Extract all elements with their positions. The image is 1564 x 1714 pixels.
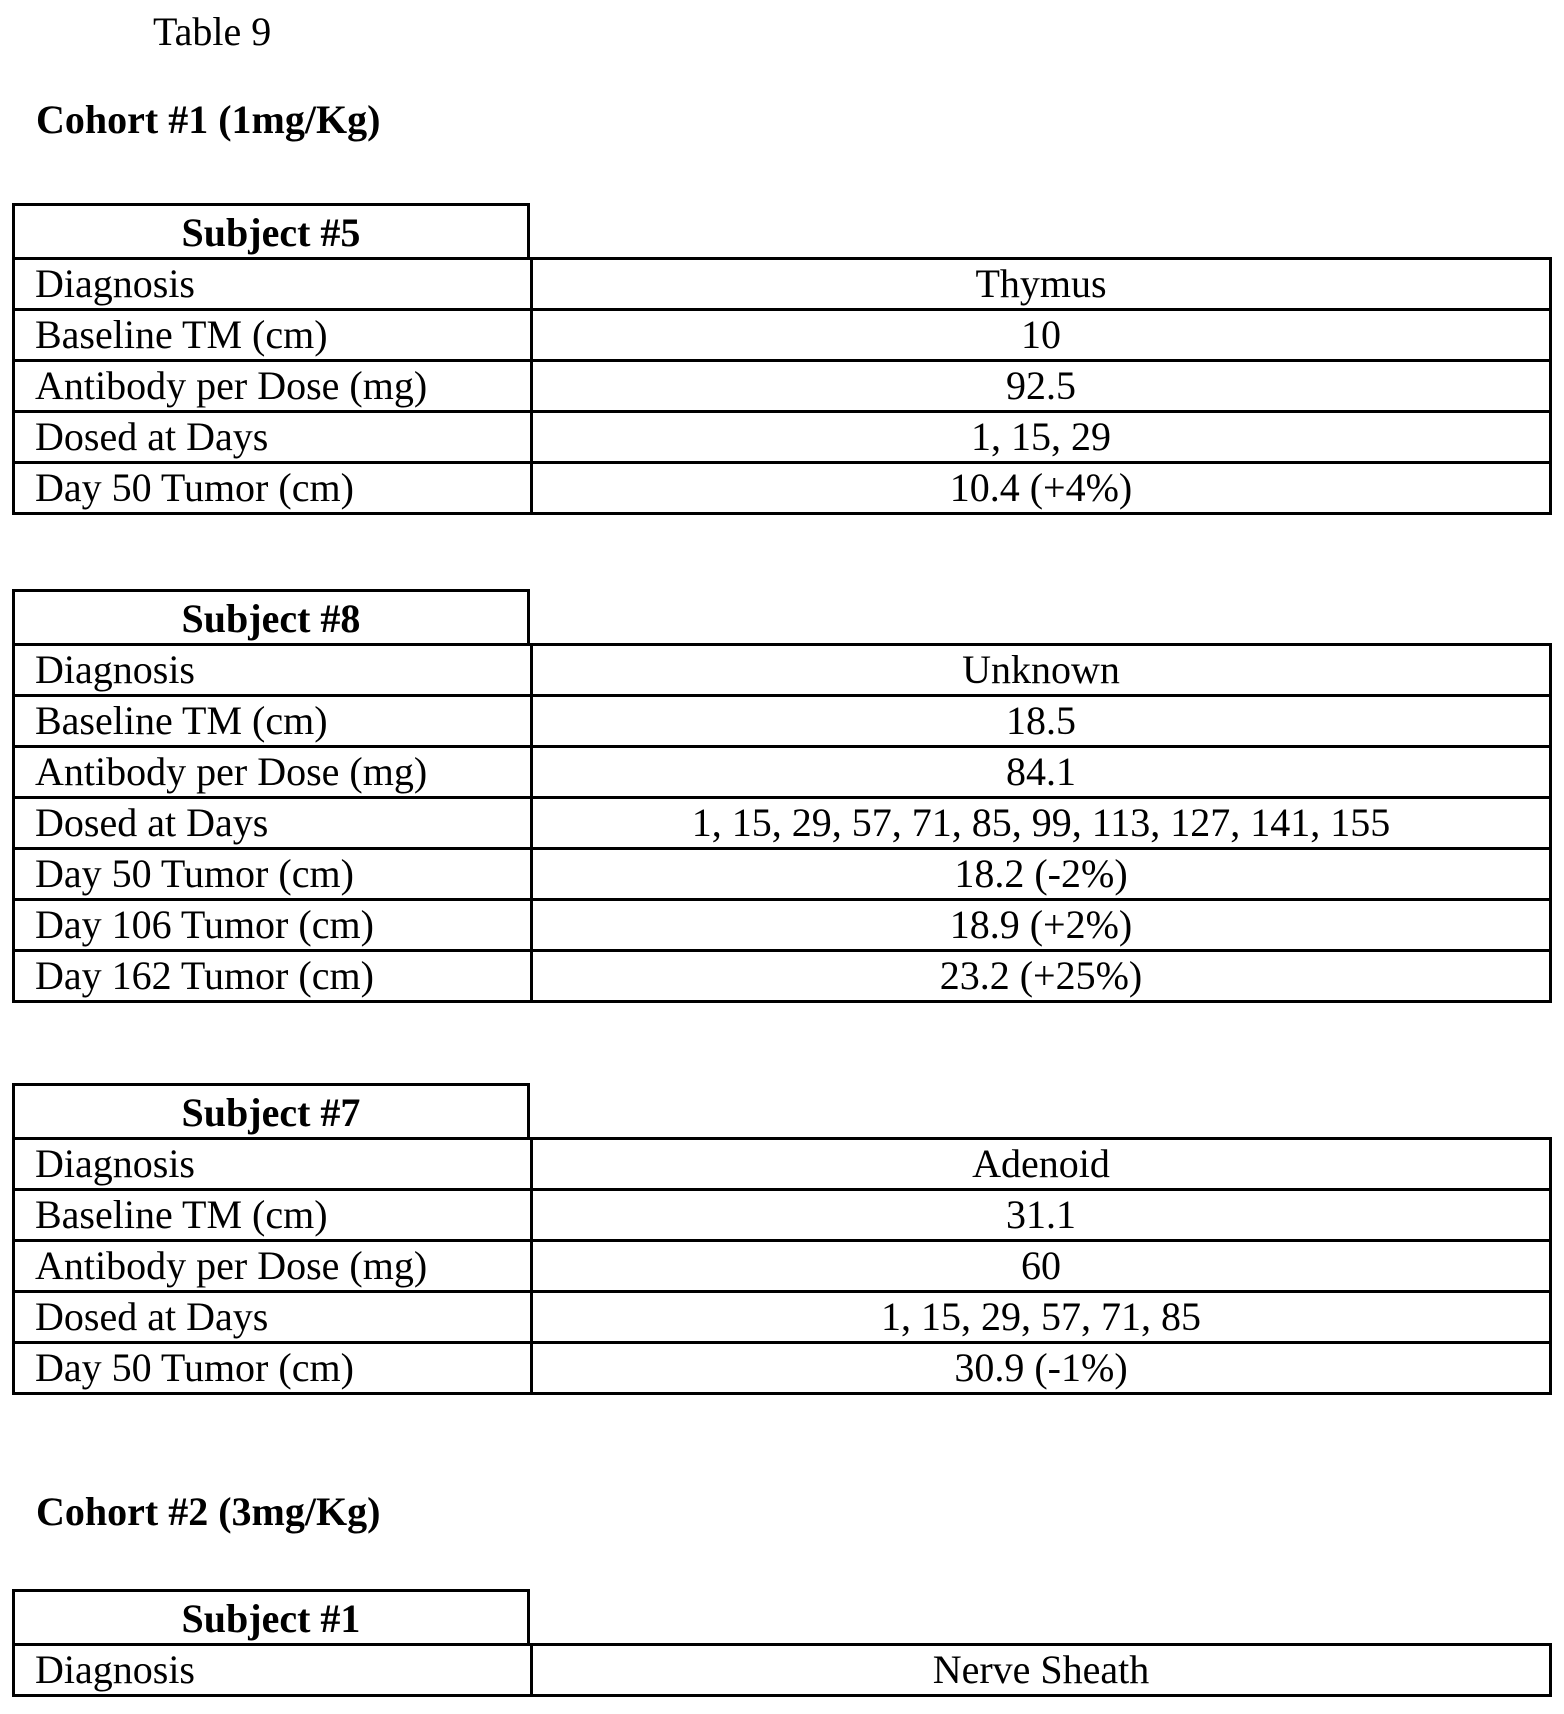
row-label: Day 50 Tumor (cm) — [14, 849, 532, 900]
row-label: Antibody per Dose (mg) — [14, 747, 532, 798]
row-value: 18.2 (-2%) — [532, 849, 1551, 900]
row-value: 1, 15, 29, 57, 71, 85 — [532, 1292, 1551, 1343]
row-label: Dosed at Days — [14, 1292, 532, 1343]
table-row — [14, 1292, 1551, 1343]
row-value: Thymus — [532, 259, 1551, 310]
subject-header: Subject #8 — [12, 589, 530, 643]
table-row — [14, 1343, 1551, 1394]
row-value: 10.4 (+4%) — [532, 463, 1551, 514]
row-label: Baseline TM (cm) — [14, 310, 532, 361]
row-value: Nerve Sheath — [532, 1645, 1551, 1696]
table-row — [14, 696, 1551, 747]
row-label: Day 162 Tumor (cm) — [14, 951, 532, 1002]
row-value: 1, 15, 29 — [532, 412, 1551, 463]
table-row — [14, 1190, 1551, 1241]
row-value: 18.5 — [532, 696, 1551, 747]
subject-table — [12, 203, 1552, 515]
table-row — [14, 849, 1551, 900]
row-value: 92.5 — [532, 361, 1551, 412]
row-label: Day 106 Tumor (cm) — [14, 900, 532, 951]
subject-data-table — [12, 1137, 1552, 1395]
row-label: Baseline TM (cm) — [14, 1190, 532, 1241]
row-label: Day 50 Tumor (cm) — [14, 463, 532, 514]
row-label: Dosed at Days — [14, 412, 532, 463]
table-row — [14, 412, 1551, 463]
row-label: Diagnosis — [14, 1139, 532, 1190]
table-row — [14, 463, 1551, 514]
cohort-heading: Cohort #2 (3mg/Kg) — [36, 1488, 380, 1535]
table-row — [14, 645, 1551, 696]
table-row — [14, 951, 1551, 1002]
row-value: Unknown — [532, 645, 1551, 696]
subject-table — [12, 1083, 1552, 1395]
table-row — [14, 1241, 1551, 1292]
table-title: Table 9 — [153, 8, 271, 55]
table-row — [14, 798, 1551, 849]
row-value: 23.2 (+25%) — [532, 951, 1551, 1002]
row-label: Diagnosis — [14, 259, 532, 310]
subject-table — [12, 589, 1552, 1003]
table-row — [14, 1139, 1551, 1190]
row-label: Baseline TM (cm) — [14, 696, 532, 747]
row-label: Antibody per Dose (mg) — [14, 361, 532, 412]
subject-table — [12, 1589, 1552, 1697]
cohort-heading: Cohort #1 (1mg/Kg) — [36, 96, 380, 143]
row-value: 1, 15, 29, 57, 71, 85, 99, 113, 127, 141, 155 — [532, 798, 1551, 849]
row-label: Dosed at Days — [14, 798, 532, 849]
row-value: 30.9 (-1%) — [532, 1343, 1551, 1394]
subject-header: Subject #7 — [12, 1083, 530, 1137]
row-value: 60 — [532, 1241, 1551, 1292]
row-value: 31.1 — [532, 1190, 1551, 1241]
row-value: Adenoid — [532, 1139, 1551, 1190]
row-label: Diagnosis — [14, 1645, 532, 1696]
table-row — [14, 900, 1551, 951]
table-row — [14, 310, 1551, 361]
subject-data-table — [12, 1643, 1552, 1697]
subject-header: Subject #1 — [12, 1589, 530, 1643]
row-label: Diagnosis — [14, 645, 532, 696]
row-value: 18.9 (+2%) — [532, 900, 1551, 951]
table-row — [14, 259, 1551, 310]
row-value: 84.1 — [532, 747, 1551, 798]
subject-header: Subject #5 — [12, 203, 530, 257]
subject-data-table — [12, 257, 1552, 515]
subject-data-table — [12, 643, 1552, 1003]
row-value: 10 — [532, 310, 1551, 361]
table-row — [14, 361, 1551, 412]
table-row — [14, 747, 1551, 798]
row-label: Day 50 Tumor (cm) — [14, 1343, 532, 1394]
table-row — [14, 1645, 1551, 1696]
row-label: Antibody per Dose (mg) — [14, 1241, 532, 1292]
